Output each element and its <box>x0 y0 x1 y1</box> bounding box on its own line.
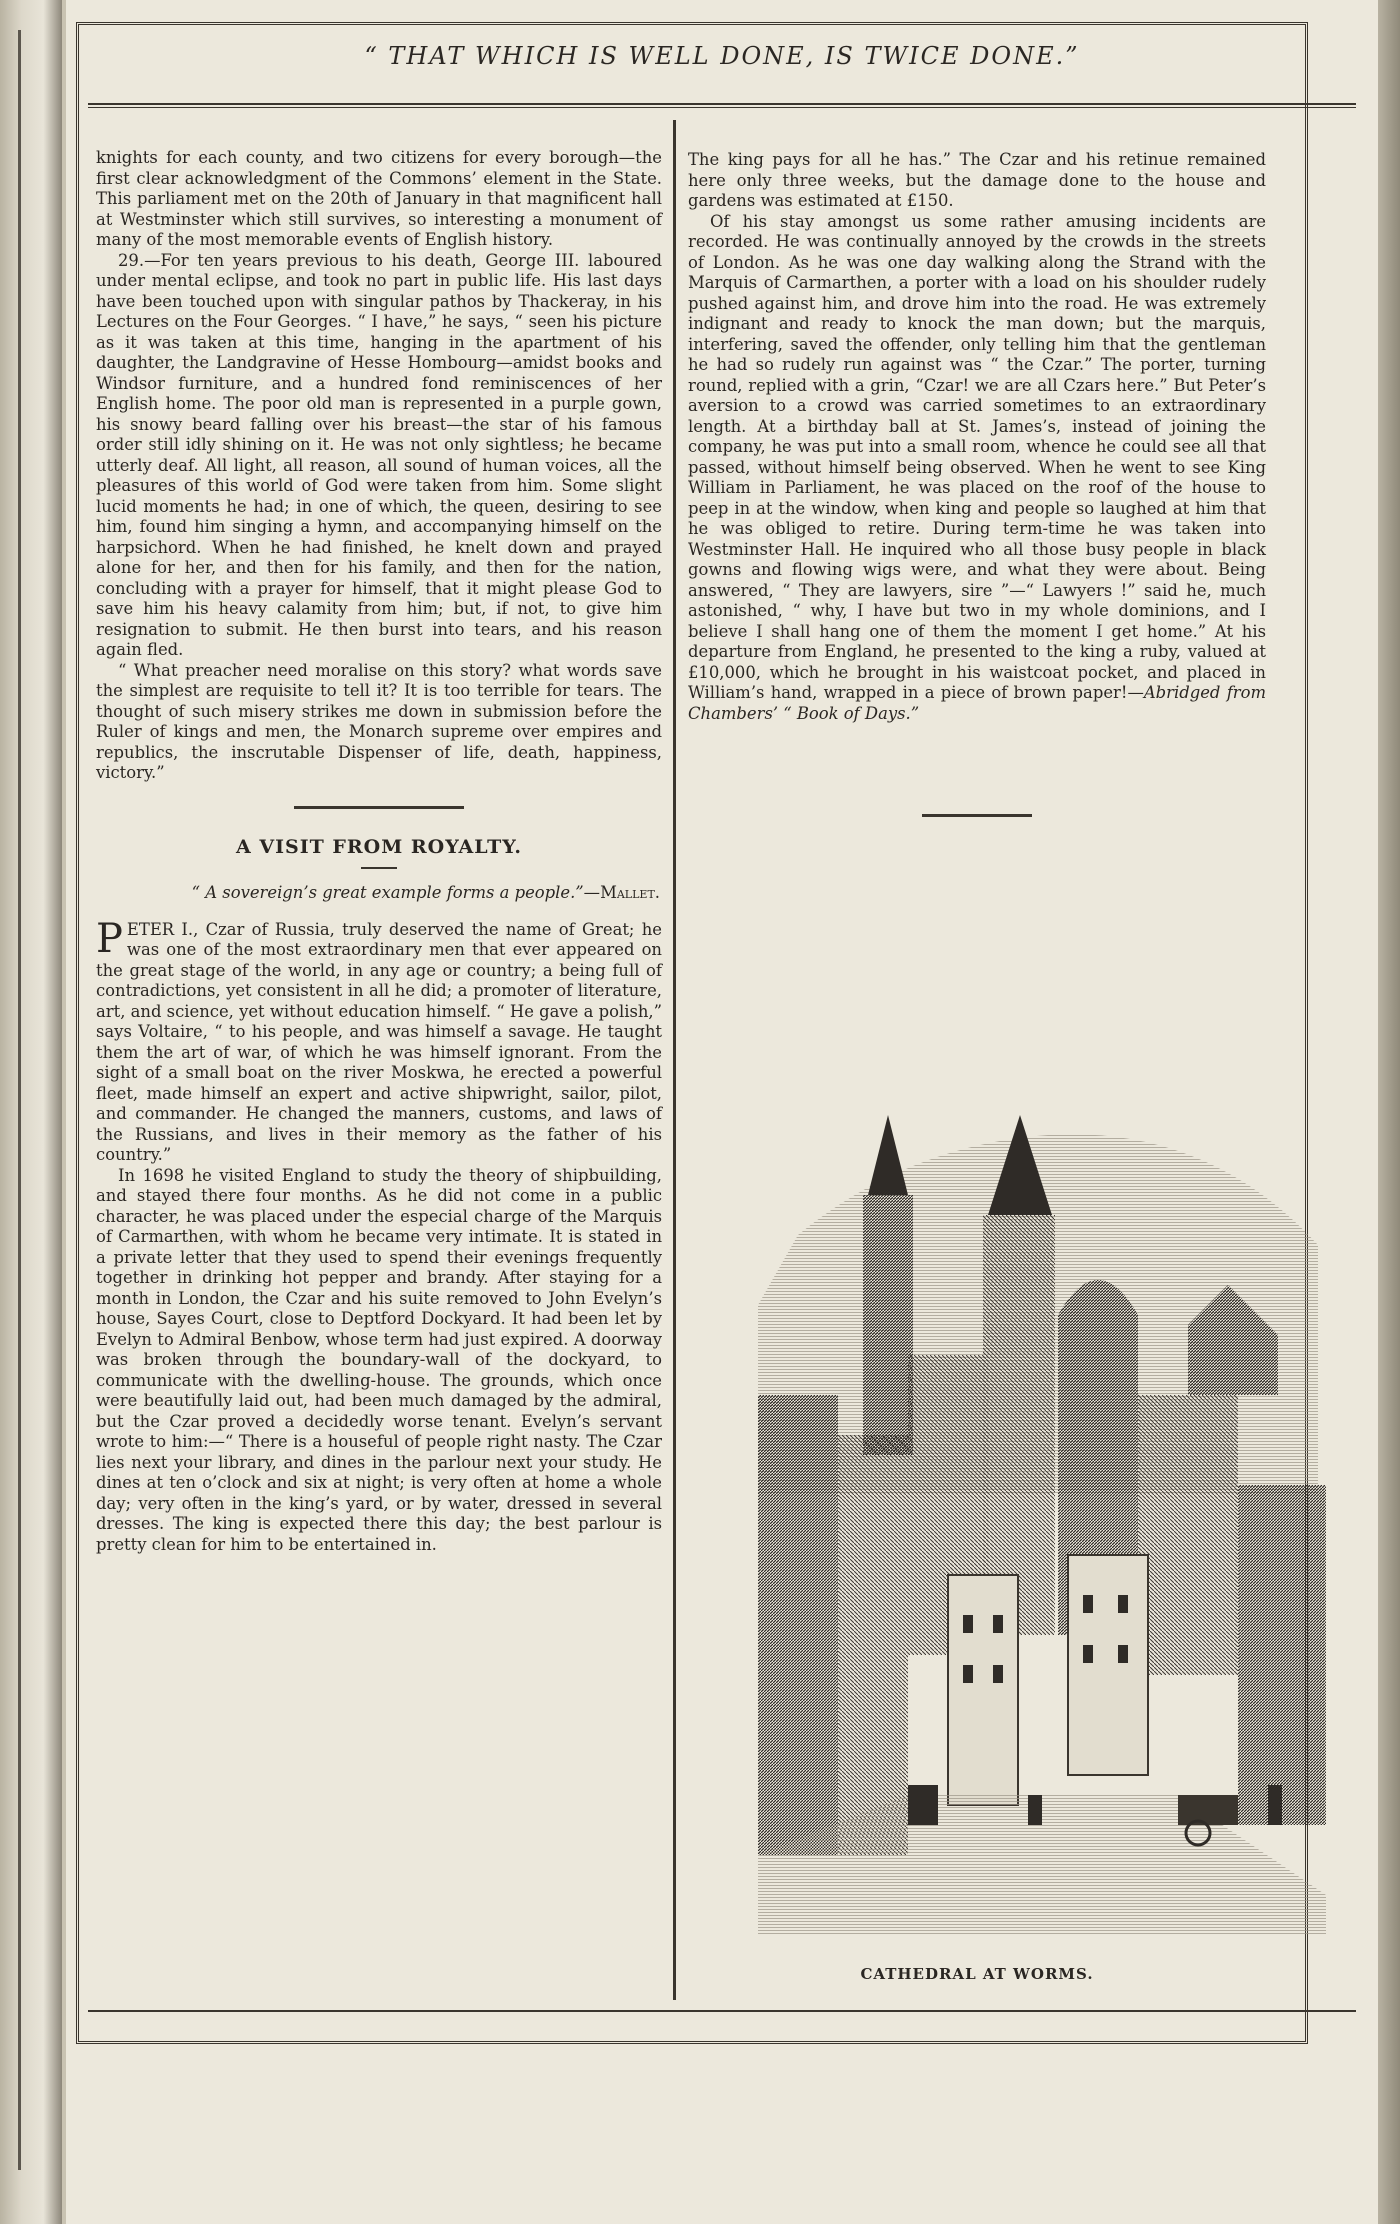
page-edge <box>1378 0 1400 2224</box>
figures <box>908 1785 938 1825</box>
source-credit: Abridged from Chambers’ “ Book of Days.” <box>688 683 1267 723</box>
window <box>963 1615 973 1633</box>
left-column <box>96 148 662 1555</box>
window <box>963 1665 973 1683</box>
house <box>1068 1555 1148 1775</box>
section-divider <box>922 814 1032 817</box>
figure <box>1268 1785 1282 1825</box>
paragraph-text: ETER I., Czar of Russia, truly deserved the name of Great; he was one of the most extraordinary men that ever appeared on the great stage of the world, in any age or country; a being full of contradictions, yet consistent in all he did; a promoter of literature, art, and science, yet without education himself. “ He gave a polish,” says Voltaire, “ to his people, and was himself a savage. He taught them the art of war, of which he was himself ignorant. From the sight of a small boat on the river Moskwa, he erected a powerful fleet, made himself an expert and active shipwright, sailor, pilot, and commander. He changed the manners, customs, and laws of the Russians, and lives in their memory as the father of his country.” <box>96 919 662 1164</box>
header-rule <box>88 103 1356 108</box>
figure <box>1028 1795 1042 1825</box>
drop-cap: P <box>96 915 123 962</box>
binding-line <box>18 30 21 2170</box>
section-title: A VISIT FROM ROYALTY. <box>236 835 522 858</box>
title-underline <box>361 867 397 869</box>
tower-spire <box>868 1115 908 1195</box>
right-house <box>1238 1485 1326 1825</box>
epigraph <box>96 883 662 904</box>
paragraph: In 1698 he visited England to study the theory of shipbuilding, and stayed there four months. As he did not come in a public character, he was placed under the especial charge of the Marquis of Carmarthen, with whom he became very intimate. It is stated in a private letter that they used to spend their evenings frequently together in drinking hot pepper and brandy. After staying for a month in London, the Czar and his suite removed to John Evelyn’s house, Sayes Court, close to Deptford Dockyard. It had been let by Evelyn to Admiral Benbow, whose term had just expired. A doorway was broken through the boundary-wall of the dockyard, to communicate with the dwelling-house. The grounds, which once were beautifully laid out, had been much damaged by the admiral, but the Czar proved a decidedly worse tenant. Evelyn’s servant wrote to him:—“ There is a houseful of people right nasty. The Czar lies next your library, and dines in the parlour next your study. He dines at ten o’clock and six at night; is very often at home a whole day; very often in the king’s yard, or by water, dressed in several dresses. The king is expected there this day; the best parlour is pretty clean for him to be entertained in. <box>96 1165 662 1554</box>
window <box>1118 1645 1128 1663</box>
paragraph: knights for each county, and two citizens for every borough—the first clear acknowledgment of the Commons’ element in the State. This parliament met on the 20th of January in that magnificent hall at Westminster which still survives, so interesting a monument of many of the most memorable events of English history. <box>96 148 662 249</box>
image-caption: CATHEDRAL AT WORMS. <box>860 1965 1094 1983</box>
window <box>1083 1595 1093 1613</box>
paragraph: “ What preacher need moralise on this story? what words save the simplest are requisite to tell it? It is too terrible for tears. The thought of such misery strikes me down in submission before the Ruler of kings and men, the Monarch supreme over empires and republics, the inscrutable Dispenser of life, death, happiness, victory.” <box>96 660 662 782</box>
left-building <box>758 1395 838 1855</box>
paragraph-text: Of his stay amongst us some rather amusing incidents are recorded. He was continually annoyed by the crowds in the streets of London. As he was one day walking along the Strand with the Marquis of Carmarthen, a porter with a load on his shoulder rudely pushed against him, and drove him into the road. He was extremely indignant and ready to knock the man down; but the marquis, interfering, saved the offender, only telling him that the gentleman he had so rudely run against was “ the Czar.” The porter, turning round, replied with a grin, “Czar! we are all Czars here.” But Peter’s aversion to a crowd was carried sometimes to an extraordinary length. At a birthday ball at St. James’s, instead of joining the company, he was put into a small room, whence he could see all that passed, without himself being observed. When he went to see King William in Parliament, he was placed on the roof of the house to peep in at the window, when king and people so laughed at him that he was obliged to retire. During term-time he was taken into Westminster Hall. He inquired who all those busy people in black gowns and flowing wigs were, and what they were about. Being answered, “ They are lawyers, sire ”—“ Lawyers !” said he, much astonished, “ why, I have but two in my whole dominions, and I believe I shall hang one of them the moment I get home.” At his departure from England, he presented to the king a ruby, valued at £10,000, which he brought in his waistcoat pocket, and placed in William’s hand, wrapped in a piece of brown paper!— <box>688 211 1266 702</box>
paragraph <box>96 915 662 1166</box>
left-tower <box>863 1195 913 1455</box>
right-building <box>1138 1395 1238 1675</box>
previous-page-edge <box>0 0 62 2224</box>
house <box>948 1575 1018 1805</box>
cathedral-engraving <box>758 1095 1326 1935</box>
window <box>1083 1645 1093 1663</box>
running-header: “ THAT WHICH IS WELL DONE, IS TWICE DONE.” <box>364 42 1080 70</box>
paragraph: The king pays for all he has.” The Czar and his retinue remained here only three weeks, but the damage done to the house and gardens was estimated at £150. <box>688 150 1266 210</box>
cart <box>1178 1795 1238 1825</box>
window <box>993 1615 1003 1633</box>
section-divider <box>294 806 464 809</box>
magazine-page <box>66 0 1378 2224</box>
left-building <box>838 1435 908 1855</box>
epigraph-author: Mallet. <box>600 883 660 902</box>
epigraph-quote: “ A sovereign’s great example forms a people.”— <box>191 883 601 902</box>
right-column <box>688 150 1266 817</box>
window <box>993 1665 1003 1683</box>
paragraph: 29.—For ten years previous to his death, George III. laboured under mental eclipse, and took no part in public life. His last days have been touched upon with singular pathos by Thackeray, in his Lectures on the Four Georges. “ I have,” he says, “ seen his picture as it was taken at this time, hanging in the apartment of his daughter, the Landgravine of Hesse Hombourg—amidst books and Windsor furniture, and a hundred fond reminiscences of her English home. The poor old man is represented in a purple gown, his snowy beard falling over his breast—the star of his famous order still idly shining on it. He was not only sightless; he became utterly deaf. All light, all reason, all sound of human voices, all the pleasures of this world of God were taken from him. Some slight lucid moments he had; in one of which, the queen, desiring to see him, found him singing a hymn, and accompanying himself on the harpsichord. When he had finished, he knelt down and prayed alone for her, and then for his family, and then for the nation, concluding with a prayer for himself, that it might please God to save him his heavy calamity from him; but, if not, to give him resignation to submit. He then burst into tears, and his reason again fled. <box>96 250 662 659</box>
column-divider <box>673 120 676 2000</box>
window <box>1118 1595 1128 1613</box>
main-tower <box>983 1215 1055 1635</box>
paragraph <box>688 212 1266 725</box>
footer-rule <box>88 2010 1356 2014</box>
